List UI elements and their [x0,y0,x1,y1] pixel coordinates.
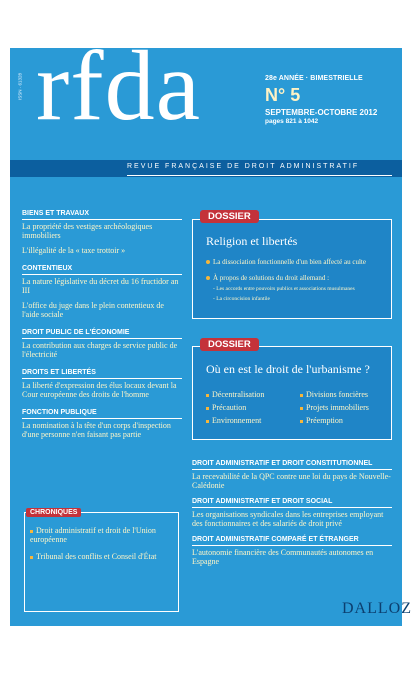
section-item: La propriété des vestiges archéologiques immobiliers [22,222,153,240]
dossier-topic-text: Décentralisation [212,390,265,399]
magazine-cover [10,30,412,626]
issue-meta [265,75,377,125]
dossier-topic-text: Projets immobiliers [306,403,369,412]
chroniques-list [30,526,175,561]
section-heading: BIENS ET TRAVAUX [22,210,182,220]
section-heading: DROIT ADMINISTRATIF ET DROIT CONSTITUTIONNEL [192,460,392,470]
dossier-topic-text: Divisions foncières [306,390,368,399]
section-item: La nomination à la tête d'un corps d'inspection d'une personne n'en faisant pas partie [22,421,171,439]
dossier-topic-text: Environnement [212,416,262,425]
band-underline [127,175,392,176]
bullet-icon [300,394,303,397]
issue-number: N° 5 [265,85,301,105]
dossier-bullet-text: La dissociation fonctionnelle d'un bien affecté au culte [213,258,366,266]
dossier-tag: DOSSIER [200,338,259,351]
publisher-logo: DALLOZ [342,600,412,617]
chroniques-item [30,552,175,561]
dossier-topic-text: Préemption [306,416,343,425]
year-line: 28e ANNÉE · BIMESTRIELLE [265,75,363,82]
section-heading: DROITS ET LIBERTÉS [22,369,182,379]
section-item: L'office du juge dans le plein contentieux de l'aide sociale [22,301,164,319]
section-item: La liberté d'expression des élus locaux devant la Cour européenne des droits de l'homme [22,381,177,399]
bullet-icon [300,420,303,423]
section-heading: FONCTION PUBLIQUE [22,409,182,419]
section-item: L'autonomie financière des Communautés autonomes en Espagne [192,548,374,566]
left-column [22,210,182,439]
dossier-bullet-text: À propos de solutions du droit allemand : [213,274,330,282]
bullet-icon [300,407,303,410]
bullet-icon [206,394,209,397]
bullet-icon [206,260,210,264]
dossier-title: Religion et libertés [206,234,298,248]
issue-pages: pages 821 à 1042 [265,118,319,125]
dossier-topic-text: Précaution [212,403,247,412]
issn-code: ISSN · 61328 [17,73,23,101]
bullet-icon [206,420,209,423]
bullet-icon [30,530,33,533]
section-heading: DROIT ADMINISTRATIF ET DROIT SOCIAL [192,498,392,508]
section-item: La recevabilité de la QPC contre une loi du pays de Nouvelle-Calédonie [192,472,391,490]
dossier-topic [300,403,369,412]
bullet-icon [206,407,209,410]
dossier-subbullet: - Les accords entre pouvoirs publics et associations musulmanes [213,286,355,292]
dossier-title: Où en est le droit de l'urbanisme ? [206,362,370,376]
section-item: Les organisations syndicales dans les entreprises employant des fonctionnaires et des salariés de droit privé [192,510,384,528]
section-item: L'illégalité de la « taxe trottoir » [22,246,126,255]
bullet-icon [30,556,33,559]
section-item: La nature législative du décret du 16 fructidor an III [22,277,179,295]
chroniques-item [30,526,175,544]
section-item: La contribution aux charges de service public de l'électricité [22,341,178,359]
dossier-bullet [206,274,329,282]
dossier-topic [206,390,264,399]
chroniques-item-text: Tribunal des conflits et Conseil d'État [36,552,157,561]
journal-full-title: REVUE FRANÇAISE DE DROIT ADMINISTRATIF [127,163,360,170]
right-column [192,458,392,574]
dossier-topic [300,390,368,399]
dossier-tag: DOSSIER [200,210,259,223]
dossier-topic [206,403,246,412]
rfda-logo: rfda [36,30,201,141]
dossier-topic [300,416,343,425]
chroniques-tag: CHRONIQUES [26,508,81,517]
dossier-topic [206,416,261,425]
chroniques-item-text: Droit administratif et droit de l'Union européenne [30,526,156,544]
section-heading: DROIT ADMINISTRATIF COMPARÉ ET ÉTRANGER [192,536,392,546]
dossier-bullet [206,258,366,266]
bullet-icon [206,276,210,280]
section-heading: DROIT PUBLIC DE L'ÉCONOMIE [22,329,182,339]
dossier-subbullet: - La circoncision infantile [213,296,270,302]
issue-date: SEPTEMBRE-OCTOBRE 2012 [265,108,378,117]
section-heading: CONTENTIEUX [22,265,182,275]
